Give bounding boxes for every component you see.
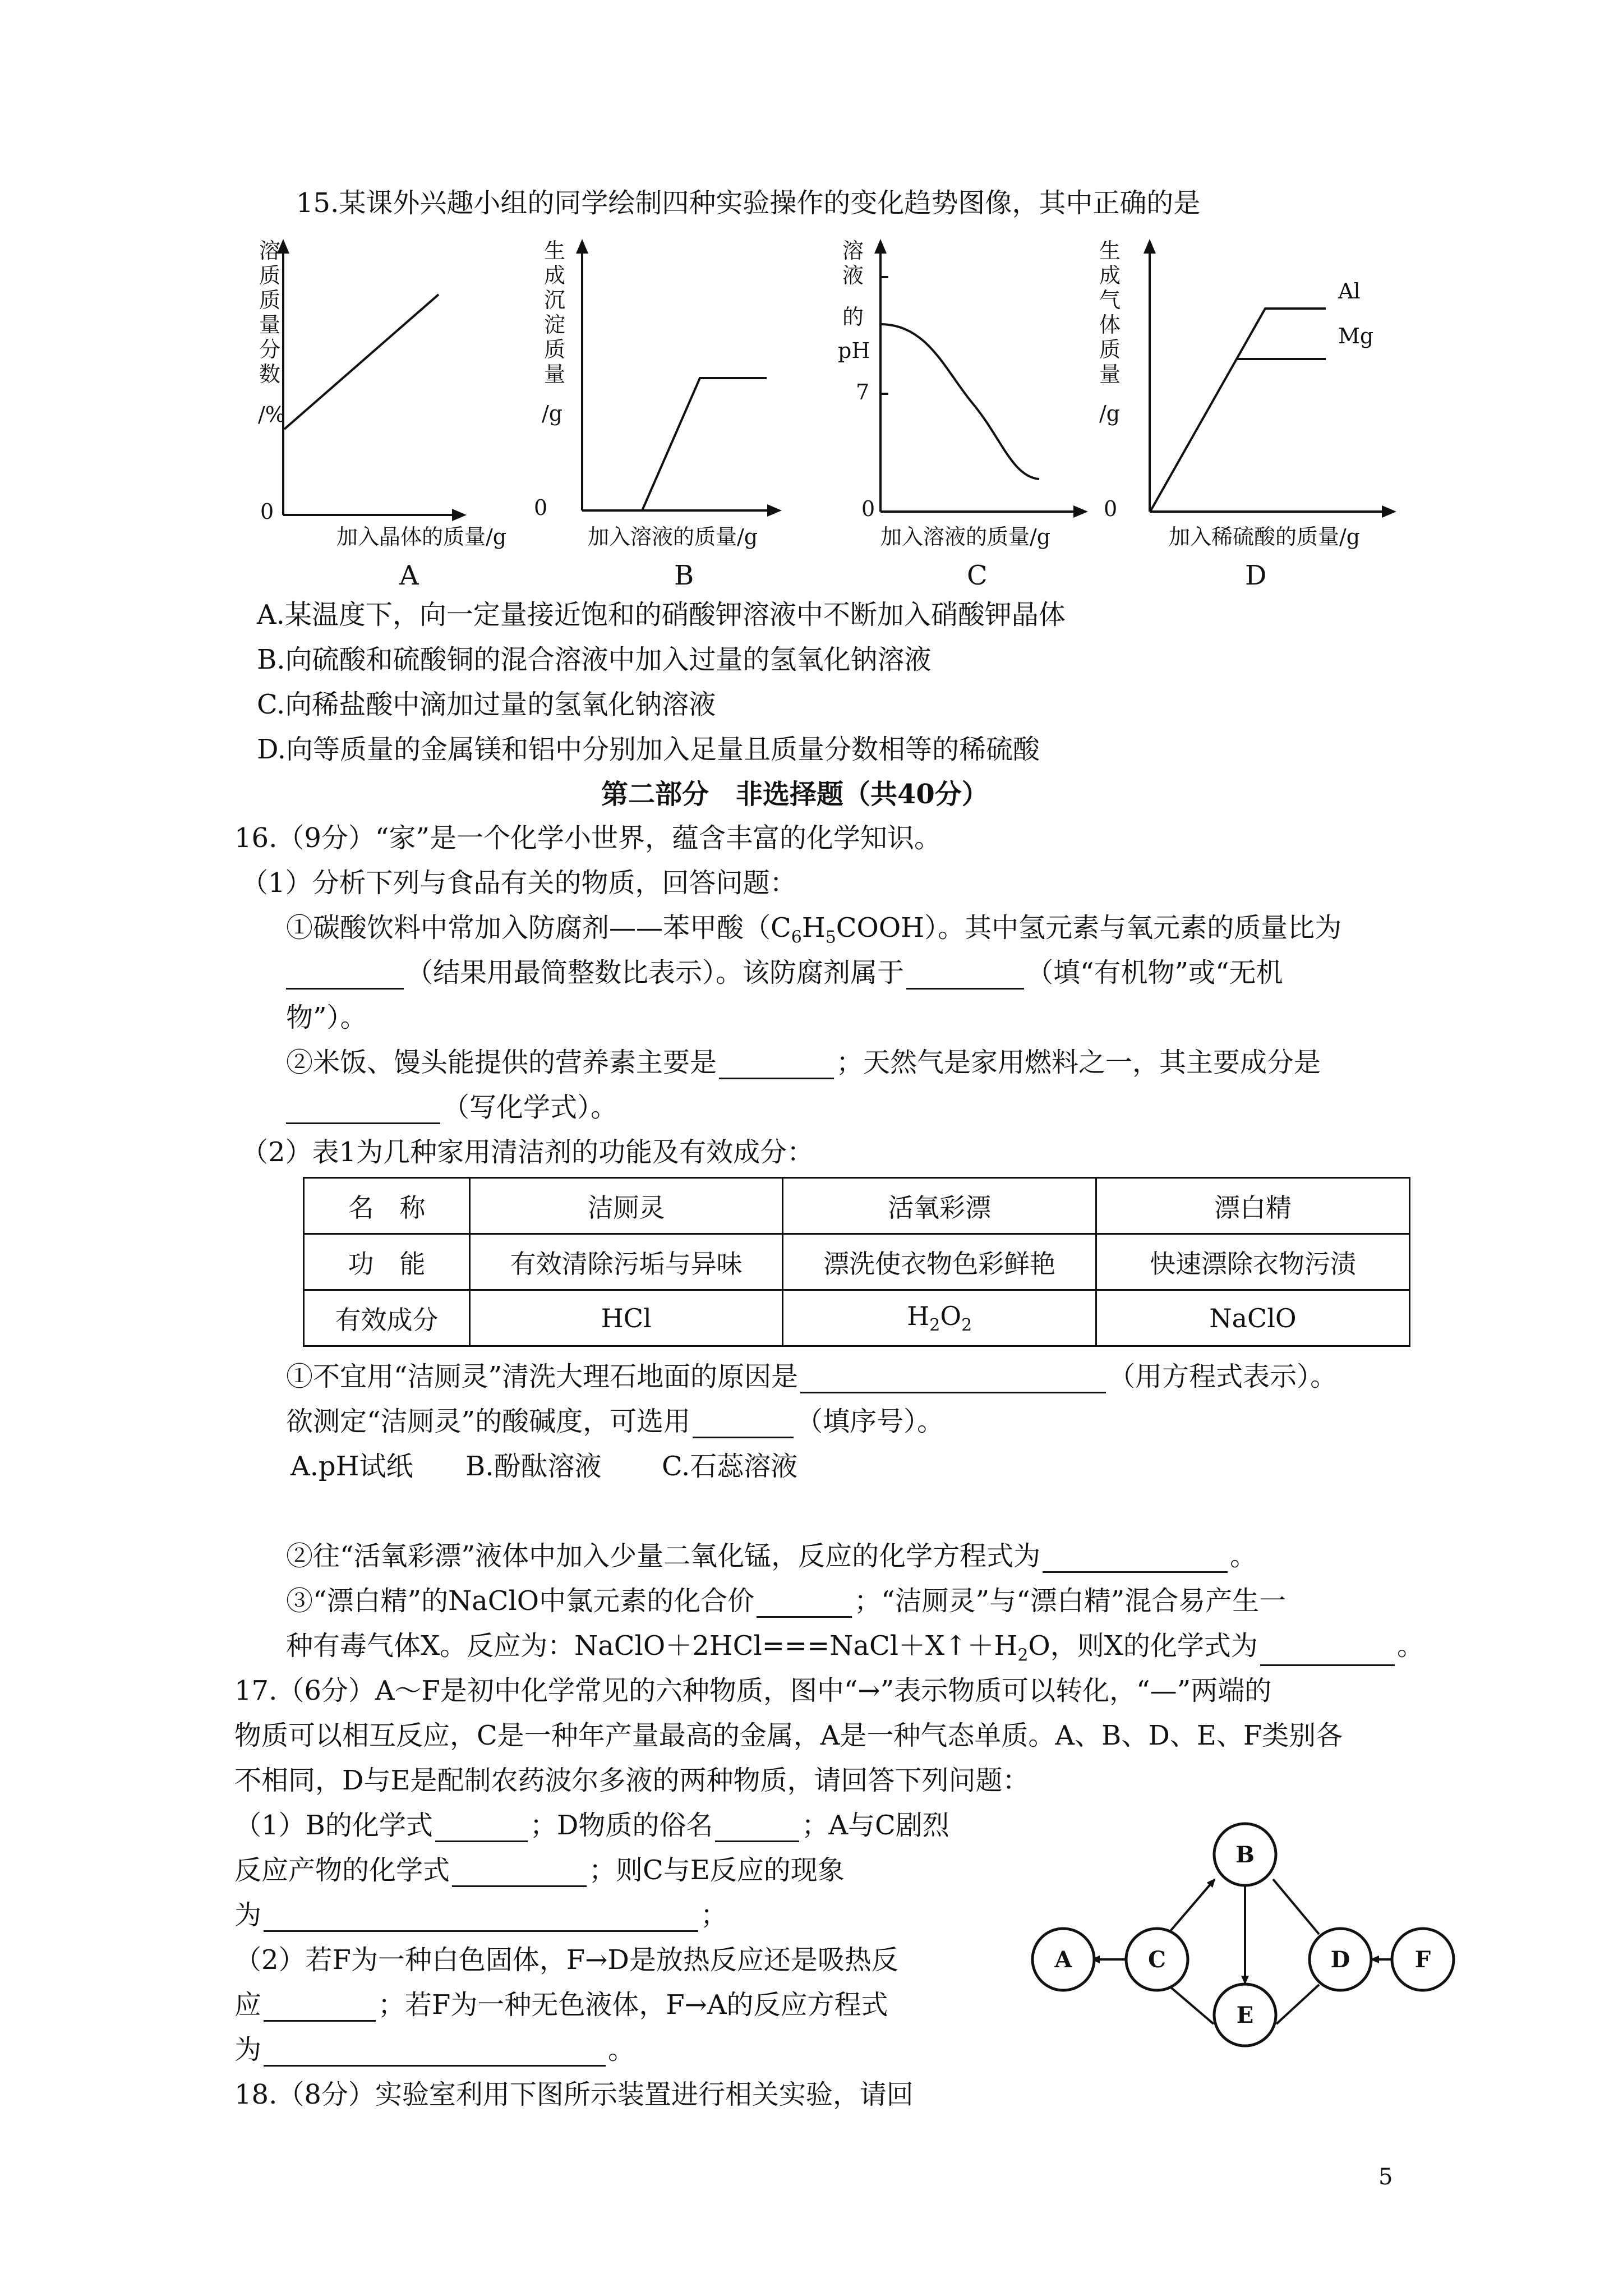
q16-1-line3: 物”）。: [286, 1002, 367, 1033]
text: 反应产物的化学式: [234, 1855, 450, 1886]
ylabel-char: 量: [259, 312, 281, 337]
graph-b-letter: B: [674, 560, 694, 591]
table-cell: 漂洗使衣物色彩鲜艳: [783, 1234, 1096, 1290]
q17-relation-diagram: [1021, 1795, 1492, 2064]
q15-option-d: D.向等质量的金属镁和铝中分别加入足量且质量分数相等的稀硫酸: [257, 734, 1040, 765]
subscript: 5: [825, 927, 836, 947]
ylabel-char: 液: [842, 263, 864, 288]
q17-1-line3: [234, 1899, 727, 1932]
cleaner-table: [303, 1177, 1410, 1347]
text: 。: [608, 2034, 635, 2065]
graph-d-xlabel: 加入稀硫酸的质量/g: [1169, 524, 1361, 549]
graph-c-origin: 0: [861, 496, 875, 521]
ylabel-char: 质: [544, 337, 566, 362]
table-cell: 功 能: [304, 1234, 470, 1290]
q16-stem: 16.（9分）“家”是一个化学小世界，蕴含丰富的化学知识。: [234, 822, 941, 854]
q16-2-1-line1: [286, 1361, 1337, 1393]
text: COOH）。其中氢元素与氧元素的质量比为: [836, 912, 1342, 944]
text: H: [907, 1300, 930, 1331]
graph-b-curve: [642, 378, 767, 510]
graph-a-xlabel: 加入晶体的质量/g: [336, 524, 507, 549]
ylabel-char: pH: [838, 338, 870, 363]
answer-blank[interactable]: [693, 1412, 794, 1438]
q17-line3: 不相同，D与E是配制农药波尔多液的两种物质，请回答下列问题：: [234, 1765, 1030, 1796]
table-cell: 名 称: [304, 1178, 470, 1234]
table-cell: 活氧彩漂: [783, 1178, 1096, 1234]
text: （写化学式）。: [442, 1092, 618, 1123]
graph-b-xlabel: 加入溶液的质量/g: [588, 524, 758, 549]
graph-b-origin: 0: [534, 495, 548, 520]
text: O: [940, 1300, 962, 1331]
q17-1-line1: [234, 1810, 949, 1842]
q16-2-3-line1: [286, 1585, 1286, 1618]
node-f: [1392, 1929, 1454, 1990]
text: ②米饭、馒头能提供的营养素主要是: [286, 1047, 717, 1078]
ylabel-char: /%: [258, 402, 285, 427]
page-number: 5: [1378, 2164, 1393, 2190]
graph-c-tick-7: 7: [856, 380, 870, 404]
table-cell: 快速漂除衣物污渍: [1096, 1234, 1409, 1290]
q18-line1: 18.（8分）实验室利用下图所示装置进行相关实验，请回: [234, 2079, 914, 2110]
node-e: [1214, 1984, 1276, 2046]
table-row: [304, 1234, 1410, 1290]
q16-part1: （1）分析下列与食品有关的物质，回答问题：: [241, 867, 797, 899]
graph-a-ylabel: [258, 238, 285, 427]
answer-blank[interactable]: [800, 1367, 1106, 1393]
q15-option-a: A.某温度下，向一定量接近饱和的硝酸钾溶液中不断加入硝酸钾晶体: [257, 599, 1066, 631]
q16-2-line1: [286, 1047, 1321, 1079]
graph-a-origin: 0: [260, 499, 274, 524]
text: ②往“活氧彩漂”液体中加入少量二氧化锰，反应的化学方程式为: [286, 1540, 1041, 1572]
graph-d: [1099, 236, 1413, 572]
answer-blank[interactable]: [264, 2040, 606, 2067]
ylabel-char: 溶: [842, 238, 864, 263]
q16-2-line2: [286, 1092, 617, 1124]
subscript: 2: [961, 1315, 972, 1336]
answer-blank[interactable]: [719, 1053, 834, 1079]
text: 为: [234, 1899, 262, 1931]
graph-a-curve: [284, 295, 439, 429]
ylabel-char: 生: [544, 238, 566, 263]
ylabel-char: 量: [1099, 362, 1121, 386]
text: 欲测定“洁厕灵”的酸碱度，可选用: [286, 1406, 691, 1437]
text: ③“漂白精”的NaClO中氯元素的化合价: [286, 1585, 755, 1617]
ylabel-char: 成: [1099, 263, 1121, 288]
answer-blank[interactable]: [1043, 1547, 1228, 1573]
node-label: A: [1054, 1947, 1072, 1973]
node-a: [1032, 1929, 1094, 1990]
text: ；则C与E反应的现象: [589, 1855, 845, 1886]
ylabel-char: 分: [259, 337, 281, 362]
ylabel-char: 质: [259, 288, 281, 312]
text: ①碳酸饮料中常加入防腐剂——苯甲酸（C: [286, 912, 791, 944]
ylabel-char: 淀: [544, 312, 566, 337]
ylabel-char: 溶: [259, 238, 281, 263]
table-cell: 漂白精: [1096, 1178, 1409, 1234]
text: ；A与C剧烈: [801, 1810, 949, 1841]
node-b: [1214, 1824, 1276, 1885]
q16-2-2: [286, 1540, 1257, 1573]
graph-c-curve: [882, 324, 1039, 479]
q15-option-c: C.向稀盐酸中滴加过量的氢氧化钠溶液: [257, 689, 716, 720]
q16-part2: （2）表1为几种家用清洁剂的功能及有效成分：: [241, 1137, 814, 1168]
answer-blank[interactable]: [264, 1906, 698, 1932]
table-cell: 有效成分: [304, 1290, 470, 1346]
q15-stem: 15.某课外兴趣小组的同学绘制四种实验操作的变化趋势图像，其中正确的是: [296, 187, 1201, 219]
ylabel-char: 生: [1099, 238, 1121, 263]
answer-blank[interactable]: [435, 1816, 528, 1842]
ylabel-char: 质: [1099, 337, 1121, 362]
graph-d-series-mg: Mg: [1338, 324, 1374, 348]
text: （1）B的化学式: [234, 1810, 433, 1841]
graph-c-letter: C: [967, 560, 988, 591]
table-cell: NaClO: [1096, 1290, 1409, 1346]
text: （用方程式表示）。: [1108, 1361, 1338, 1392]
ylabel-char: 数: [259, 362, 281, 386]
q17-1-line2: [234, 1855, 845, 1887]
ylabel-char: /g: [542, 401, 563, 426]
node-d: [1310, 1929, 1371, 1990]
table-cell: 洁厕灵: [469, 1178, 782, 1234]
q15-option-b: B.向硫酸和硫酸铜的混合溶液中加入过量的氢氧化钠溶液: [257, 644, 932, 675]
graph-a: [241, 236, 507, 572]
text: （填序号）。: [796, 1406, 944, 1437]
table-cell: 有效清除污垢与异味: [469, 1234, 782, 1290]
node-c: [1126, 1929, 1188, 1990]
ylabel-char: /g: [1099, 401, 1121, 426]
text: 。: [1396, 1630, 1424, 1662]
text: H: [801, 912, 826, 944]
table-cell: [783, 1290, 1096, 1346]
text: （结果用最简整数比表示）。该防腐剂属于: [406, 957, 905, 988]
choice-c: C.石蕊溶液: [662, 1451, 798, 1482]
subscript: 2: [1017, 1645, 1029, 1665]
graph-c-xlabel: 加入溶液的质量/g: [880, 524, 1051, 549]
text: ①不宜用“洁厕灵”清洗大理石地面的原因是: [286, 1361, 799, 1392]
q17-line2: 物质可以相互反应，C是一种年产量最高的金属，A是一种气态单质。A、B、D、E、F类别各: [234, 1720, 1343, 1751]
answer-blank[interactable]: [286, 1098, 440, 1124]
answer-blank[interactable]: [286, 963, 404, 990]
text: ；若F为一种无色液体，F→A的反应方程式: [378, 1989, 888, 2021]
text: 应: [234, 1989, 262, 2021]
text: ；: [700, 1899, 728, 1931]
table-row: [304, 1290, 1410, 1346]
choice-a: A.pH试纸: [291, 1451, 413, 1482]
text: 为: [234, 2034, 262, 2065]
graph-c: [830, 236, 1099, 572]
q17-2-line3: [234, 2034, 635, 2067]
answer-blank[interactable]: [264, 1995, 376, 2022]
answer-blank[interactable]: [1260, 1640, 1395, 1666]
node-label: C: [1148, 1947, 1166, 1973]
graph-b: [522, 236, 791, 572]
answer-blank[interactable]: [757, 1591, 852, 1618]
q17-line1: 17.（6分）A～F是初中化学常见的六种物质，图中“→”表示物质可以转化，“—”两端的: [234, 1675, 1272, 1706]
graph-d-ylabel: [1099, 238, 1121, 426]
ylabel-char: 体: [1099, 312, 1121, 337]
graph-d-letter: D: [1245, 560, 1267, 591]
node-label: F: [1414, 1947, 1431, 1973]
text: （填“有机物”或“无机: [1026, 957, 1283, 988]
text: O，则X的化学式为: [1028, 1630, 1258, 1662]
answer-blank[interactable]: [452, 1861, 587, 1887]
graph-d-origin: 0: [1104, 496, 1118, 521]
q16-2-3-line2: [286, 1630, 1424, 1666]
subscript: 6: [791, 927, 802, 947]
part2-title: 第二部分 非选择题（共40分）: [601, 779, 989, 810]
node-label: E: [1236, 2002, 1254, 2028]
q16-1-line2: [286, 957, 1283, 990]
subscript: 2: [929, 1315, 940, 1336]
graph-d-curve-al: [1151, 309, 1326, 510]
text: ；天然气是家用燃料之一，其主要成分是: [836, 1047, 1321, 1078]
text: 种有毒气体X。反应为：NaClO＋2HCl===NaCl＋X↑＋H: [286, 1630, 1018, 1662]
graph-c-ylabel: [838, 238, 870, 363]
text: 。: [1230, 1540, 1257, 1572]
q17-2-line1: （2）若F为一种白色固体，F→D是放热反应还是吸热反: [234, 1944, 898, 1976]
table-cell: HCl: [469, 1290, 782, 1346]
ylabel-char: 沉: [544, 288, 566, 312]
node-label: D: [1330, 1947, 1350, 1973]
q16-2-1-line2: [286, 1406, 944, 1438]
table-row: [304, 1178, 1410, 1234]
ylabel-char: 的: [842, 305, 864, 329]
q16-1-line1: [286, 912, 1341, 948]
ylabel-char: 气: [1099, 288, 1121, 312]
graph-d-series-al: Al: [1338, 279, 1361, 303]
graph-b-ylabel: [542, 238, 565, 426]
q17-2-line2: [234, 1989, 888, 2022]
graph-a-letter: A: [399, 560, 419, 591]
text: ；D物质的俗名: [529, 1810, 713, 1841]
answer-blank[interactable]: [906, 963, 1024, 990]
ylabel-char: 量: [544, 362, 566, 386]
ylabel-char: 质: [259, 263, 281, 288]
choice-b: B.酚酞溶液: [465, 1451, 602, 1482]
answer-blank[interactable]: [715, 1816, 799, 1842]
text: ；“洁厕灵”与“漂白精”混合易产生一: [854, 1585, 1287, 1617]
ylabel-char: 成: [544, 263, 566, 288]
node-label: B: [1235, 1842, 1255, 1868]
